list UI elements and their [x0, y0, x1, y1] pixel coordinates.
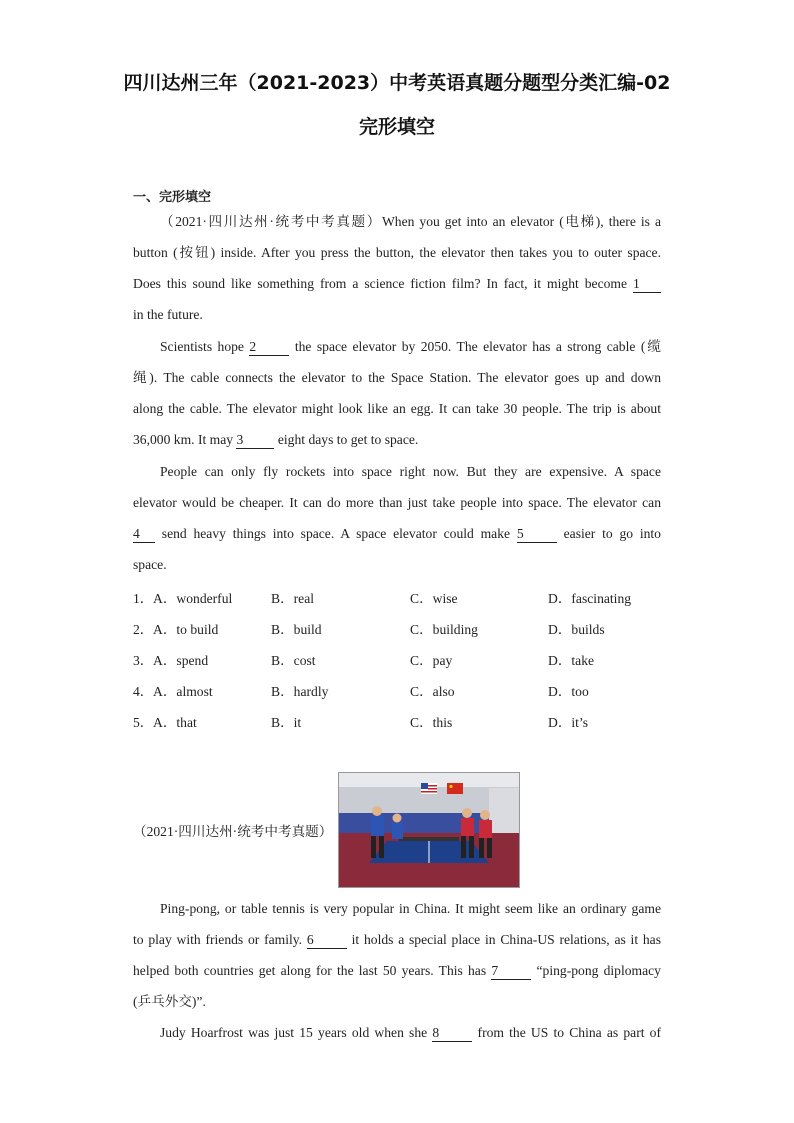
passage-text: send heavy things into space. A space elevator could make — [161, 526, 511, 541]
blank-8[interactable]: 8 — [432, 1025, 472, 1042]
option-row — [133, 618, 693, 638]
option-a[interactable]: A．to build — [153, 622, 219, 637]
passage-text: 36,000 km. It may — [133, 432, 234, 447]
passage1-line — [133, 430, 661, 450]
passage1-line: along the cable. The elevator might look like an egg. It can take 30 people. The trip is about — [133, 401, 661, 416]
blank-1[interactable]: 1 — [633, 276, 661, 293]
option-row — [133, 711, 693, 731]
option-row — [133, 680, 693, 700]
option-c[interactable]: C．building — [410, 622, 478, 637]
passage-text: “ping-pong diplomacy — [536, 963, 661, 978]
passage-text: from the US to China as part of — [477, 1025, 662, 1040]
option-row — [133, 649, 693, 669]
option-d[interactable]: D．fascinating — [548, 591, 632, 606]
passage-text: to play with friends or family. — [133, 932, 303, 947]
option-b[interactable]: B．cost — [271, 653, 316, 668]
passage-text: Judy Hoarfrost was just 15 years old when she — [160, 1025, 428, 1040]
passage1-line: button (按钮) inside. After you press the button, the elevator then takes you to outer space. — [133, 245, 661, 260]
question-number: 1． — [133, 591, 154, 606]
option-d[interactable]: D．too — [548, 684, 589, 699]
option-a[interactable]: A．spend — [153, 653, 209, 668]
passage-text: it holds a special place in China-US relations, as it has — [351, 932, 661, 947]
passage2-source: （2021·四川达州·统考中考真题） — [133, 824, 333, 839]
option-row — [133, 587, 693, 607]
passage-text: easier to go into — [563, 526, 661, 541]
ping-pong-photo — [338, 772, 520, 888]
passage1-line: （2021·四川达州·统考中考真题）When you get into an elevator (电梯), there is a — [160, 214, 661, 229]
document-subtitle: 完形填空 — [358, 116, 435, 138]
option-d[interactable]: D．it’s — [548, 715, 589, 730]
blank-6[interactable]: 6 — [307, 932, 347, 949]
passage2-line — [160, 1023, 661, 1043]
option-b[interactable]: B．real — [271, 591, 315, 606]
passage2-line — [133, 961, 661, 981]
option-c[interactable]: C．also — [410, 684, 455, 699]
document-title: 四川达州三年（2021-2023）中考英语真题分题型分类汇编-02 — [123, 72, 671, 94]
blank-2[interactable]: 2 — [249, 339, 289, 356]
question-number: 4． — [133, 684, 154, 699]
passage2-line: Ping-pong, or table tennis is very popular in China. It might seem like an ordinary game — [160, 901, 661, 916]
passage1-line — [133, 274, 661, 294]
passage1-line: 绳). The cable connects the elevator to the Space Station. The elevator goes up and down — [133, 370, 661, 385]
option-a[interactable]: A．wonderful — [153, 591, 233, 606]
option-d[interactable]: D．take — [548, 653, 595, 668]
blank-7[interactable]: 7 — [491, 963, 531, 980]
question-number: 5． — [133, 715, 154, 730]
blank-3[interactable]: 3 — [236, 432, 274, 449]
section-heading: 一、完形填空 — [133, 190, 212, 205]
passage2-line: (乒乓外交)”. — [133, 994, 206, 1009]
question-number: 2． — [133, 622, 154, 637]
blank-4[interactable]: 4 — [133, 526, 155, 543]
passage-text: helped both countries get along for the last 50 years. This has — [133, 963, 487, 978]
passage1-line — [160, 337, 661, 357]
question-number: 3． — [133, 653, 154, 668]
passage-text: eight days to get to space. — [277, 432, 419, 447]
passage-text: Scientists hope — [160, 339, 244, 354]
passage2-line — [133, 930, 661, 950]
passage1-line: elevator would be cheaper. It can do more than just take people into space. The elevator can — [133, 495, 661, 510]
option-d[interactable]: D．builds — [548, 622, 605, 637]
option-b[interactable]: B．hardly — [271, 684, 329, 699]
option-b[interactable]: B．it — [271, 715, 302, 730]
passage1-line — [133, 524, 661, 544]
passage1-line: in the future. — [133, 307, 203, 322]
option-b[interactable]: B．build — [271, 622, 322, 637]
option-c[interactable]: C．wise — [410, 591, 458, 606]
option-c[interactable]: C．this — [410, 715, 453, 730]
option-a[interactable]: A．almost — [153, 684, 213, 699]
blank-5[interactable]: 5 — [517, 526, 557, 543]
option-a[interactable]: A．that — [153, 715, 197, 730]
passage-text: the space elevator by 2050. The elevator has a strong cable (缆 — [294, 339, 661, 354]
passage1-line: space. — [133, 557, 167, 572]
passage1-line: People can only fly rockets into space right now. But they are expensive. A space — [160, 464, 661, 479]
option-c[interactable]: C．pay — [410, 653, 453, 668]
passage-text: Does this sound like something from a science fiction film? In fact, it might become — [133, 276, 628, 291]
